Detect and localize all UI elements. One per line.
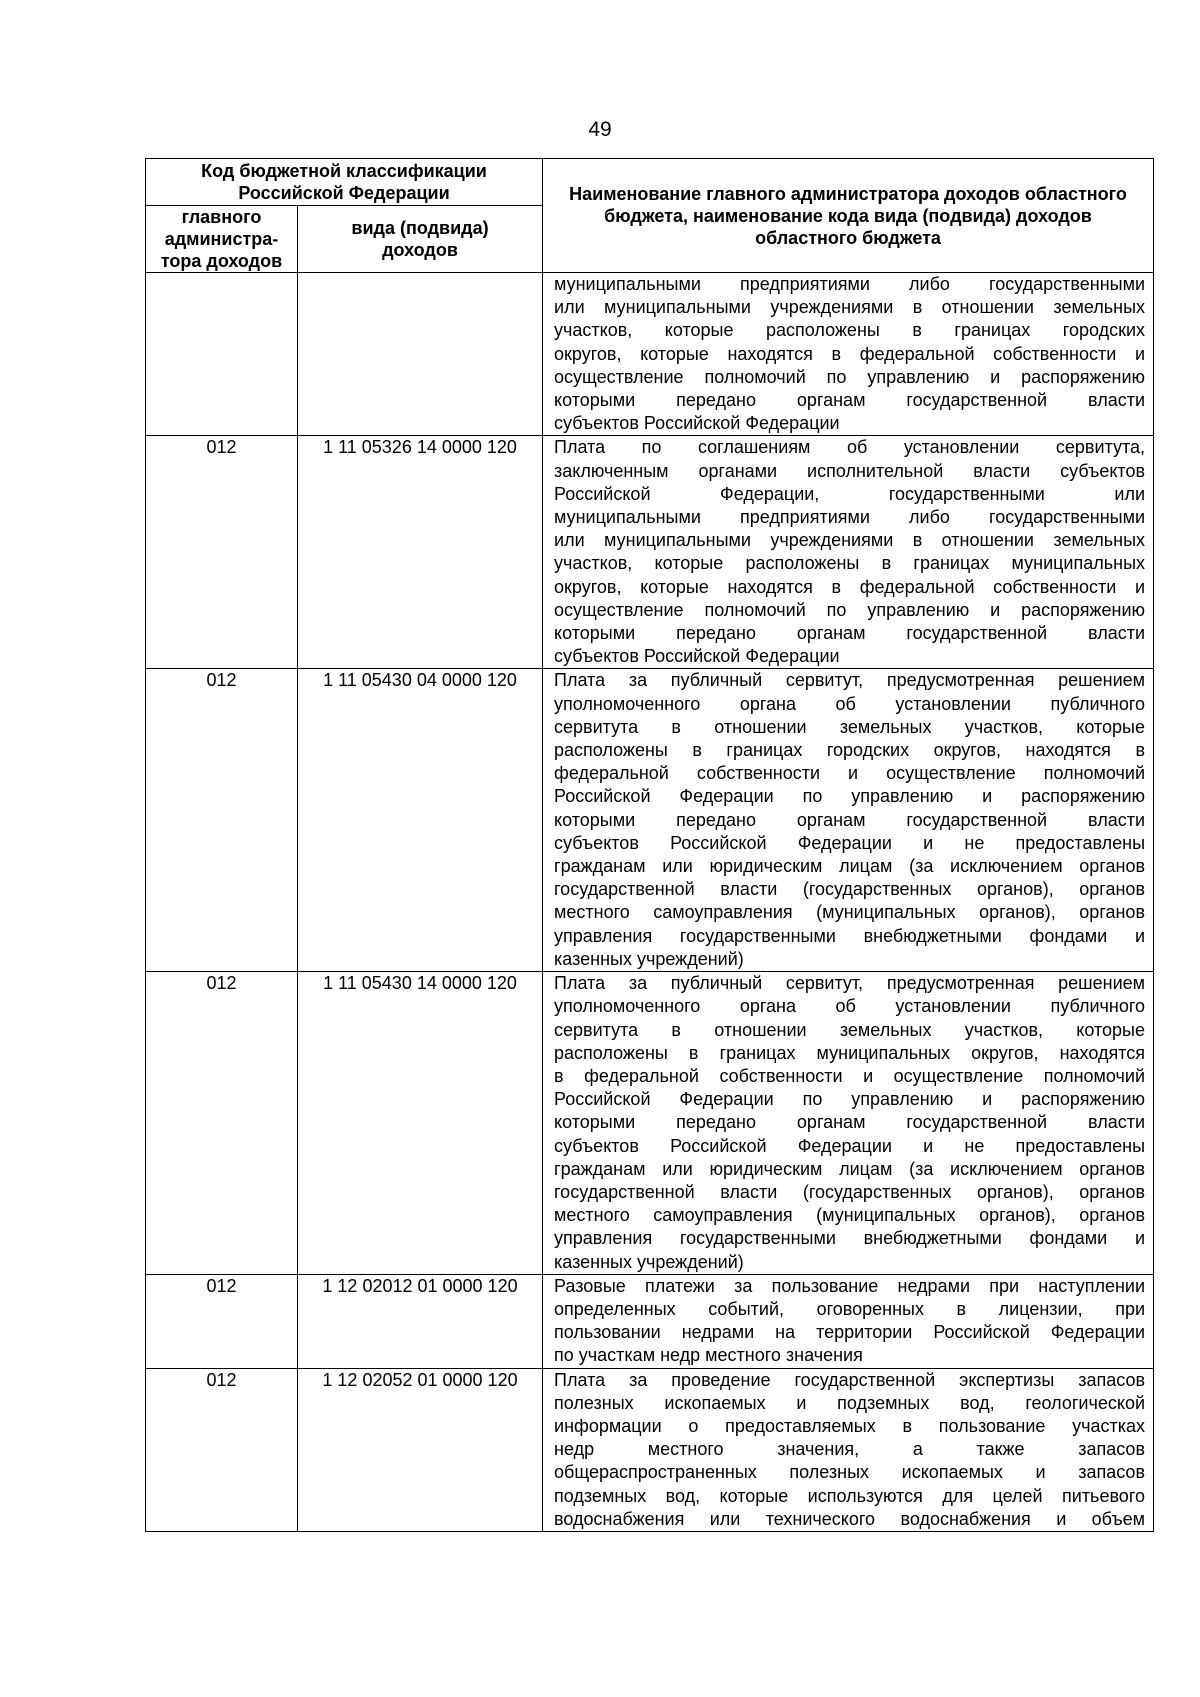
description-line: округов, которые находятся в федеральной собственности и [554, 576, 1146, 597]
description-line: субъектов Российской Федерации и не предоставлены [554, 1135, 1146, 1156]
header-revenue-name: Наименование главного администратора доходов областного бюджета, наименование кода вида (подвида) доходов областного бюджета [543, 159, 1154, 273]
description-line: уполномоченного органа об установлении публичного [554, 996, 1146, 1017]
description-line: пользовании недрами на территории Российской Федерации [554, 1322, 1146, 1343]
description-line: недр местного значения, а также запасов [554, 1439, 1146, 1460]
table-row [146, 972, 1154, 1275]
cell-revenue-type-code: 1 12 02052 01 0000 120 [298, 1368, 543, 1531]
description-line: которыми передано органам государственной власти [554, 1112, 1146, 1133]
header-revenue-type: вида (подвида) доходов [298, 206, 543, 273]
description-line: местного самоуправления (муниципальных органов), органов [554, 902, 1146, 923]
cell-revenue-description [543, 972, 1154, 1275]
cell-revenue-description [543, 1368, 1154, 1531]
description-line: субъектов Российской Федерации и не предоставлены [554, 832, 1146, 853]
description-line: водоснабжения или технического водоснабжения и объем [554, 1508, 1146, 1529]
description-line: заключенным органами исполнительной власти субъектов [554, 460, 1146, 481]
description-line: Российской Федерации по управлению и распоряжению [554, 786, 1146, 807]
description-line: муниципальными предприятиями либо государственными [554, 274, 1146, 294]
description-line: или муниципальными учреждениями в отношении земельных [554, 297, 1146, 318]
description-line: федеральной собственности и осуществление полномочий [554, 763, 1146, 784]
description-line: сервитута в отношении земельных участков, которые [554, 716, 1146, 737]
cell-revenue-type-code [298, 273, 543, 436]
table-header [146, 159, 1154, 273]
description-line: округов, которые находятся в федеральной собственности и [554, 343, 1146, 364]
description-line: муниципальными предприятиями либо государственными [554, 507, 1146, 528]
description-line: государственной власти (государственных органов), органов [554, 1181, 1146, 1202]
description-line: расположены в границах муниципальных округов, находятся [554, 1042, 1146, 1063]
description-line: полезных ископаемых и подземных вод, геологической [554, 1392, 1146, 1413]
description-line: или муниципальными учреждениями в отношении земельных [554, 530, 1146, 551]
description-line: казенных учреждений) [554, 1251, 744, 1272]
description-line: по участкам недр местного значения [554, 1345, 863, 1366]
description-line: местного самоуправления (муниципальных органов), органов [554, 1205, 1146, 1226]
description-line: которыми передано органам государственной власти [554, 390, 1146, 411]
budget-classification-table [145, 158, 1154, 1532]
cell-revenue-type-code: 1 11 05430 14 0000 120 [298, 972, 543, 1275]
header-group-label: Код бюджетной классификации Российской Федерации [146, 159, 543, 206]
table-row [146, 436, 1154, 669]
description-line: общераспространенных полезных ископаемых и запасов [554, 1462, 1146, 1483]
cell-revenue-description [543, 436, 1154, 669]
cell-revenue-description [543, 669, 1154, 972]
description-line: государственной власти (государственных органов), органов [554, 879, 1146, 900]
header-chief-administrator: главного администра-тора доходов [146, 206, 298, 273]
description-line: осуществление полномочий по управлению и распоряжению [554, 599, 1146, 620]
description-line: Плата по соглашениям об установлении сервитута, [554, 437, 1146, 458]
cell-revenue-description [543, 273, 1154, 436]
description-line: сервитута в отношении земельных участков, которые [554, 1019, 1146, 1040]
description-line: уполномоченного органа об установлении публичного [554, 693, 1146, 714]
table-row [146, 1274, 1154, 1368]
description-line: которыми передано органам государственной власти [554, 623, 1146, 644]
cell-chief-administrator-code: 012 [146, 436, 298, 669]
table-body [146, 273, 1154, 1532]
cell-chief-administrator-code: 012 [146, 669, 298, 972]
cell-chief-administrator-code [146, 273, 298, 436]
description-line: в федеральной собственности и осуществление полномочий [554, 1065, 1146, 1086]
description-line: субъектов Российской Федерации [554, 413, 840, 434]
description-line: Плата за публичный сервитут, предусмотренная решением [554, 973, 1146, 994]
cell-revenue-type-code: 1 11 05430 04 0000 120 [298, 669, 543, 972]
cell-chief-administrator-code: 012 [146, 972, 298, 1275]
description-line: информации о предоставляемых в пользование участках [554, 1415, 1146, 1436]
description-line: которыми передано органам государственной власти [554, 809, 1146, 830]
description-line: казенных учреждений) [554, 948, 744, 969]
description-line: субъектов Российской Федерации [554, 646, 840, 667]
cell-revenue-type-code: 1 11 05326 14 0000 120 [298, 436, 543, 669]
table-row [146, 1368, 1154, 1531]
page-number: 49 [588, 118, 612, 141]
description-line: гражданам или юридическим лицам (за исключением органов [554, 856, 1146, 877]
description-line: участков, которые расположены в границах муниципальных [554, 553, 1146, 574]
description-line: Плата за публичный сервитут, предусмотренная решением [554, 670, 1146, 691]
cell-revenue-type-code: 1 12 02012 01 0000 120 [298, 1274, 543, 1368]
description-line: Российской Федерации, государственными или [554, 483, 1146, 504]
description-line: управления государственными внебюджетными фондами и [554, 925, 1146, 946]
description-line: подземных вод, которые используются для целей питьевого [554, 1485, 1146, 1506]
description-line: расположены в границах городских округов, находятся в [554, 740, 1146, 761]
cell-revenue-description [543, 1274, 1154, 1368]
description-line: гражданам или юридическим лицам (за исключением органов [554, 1158, 1146, 1179]
description-line: определенных событий, оговоренных в лицензии, при [554, 1298, 1146, 1319]
table-row [146, 273, 1154, 436]
cell-chief-administrator-code: 012 [146, 1274, 298, 1368]
description-line: участков, которые расположены в границах городских [554, 320, 1146, 341]
description-line: осуществление полномочий по управлению и распоряжению [554, 366, 1146, 387]
cell-chief-administrator-code: 012 [146, 1368, 298, 1531]
description-line: Разовые платежи за пользование недрами при наступлении [554, 1275, 1146, 1296]
description-line: Российской Федерации по управлению и распоряжению [554, 1089, 1146, 1110]
description-line: управления государственными внебюджетными фондами и [554, 1228, 1146, 1249]
table-row [146, 669, 1154, 972]
description-line: Плата за проведение государственной экспертизы запасов [554, 1369, 1146, 1390]
